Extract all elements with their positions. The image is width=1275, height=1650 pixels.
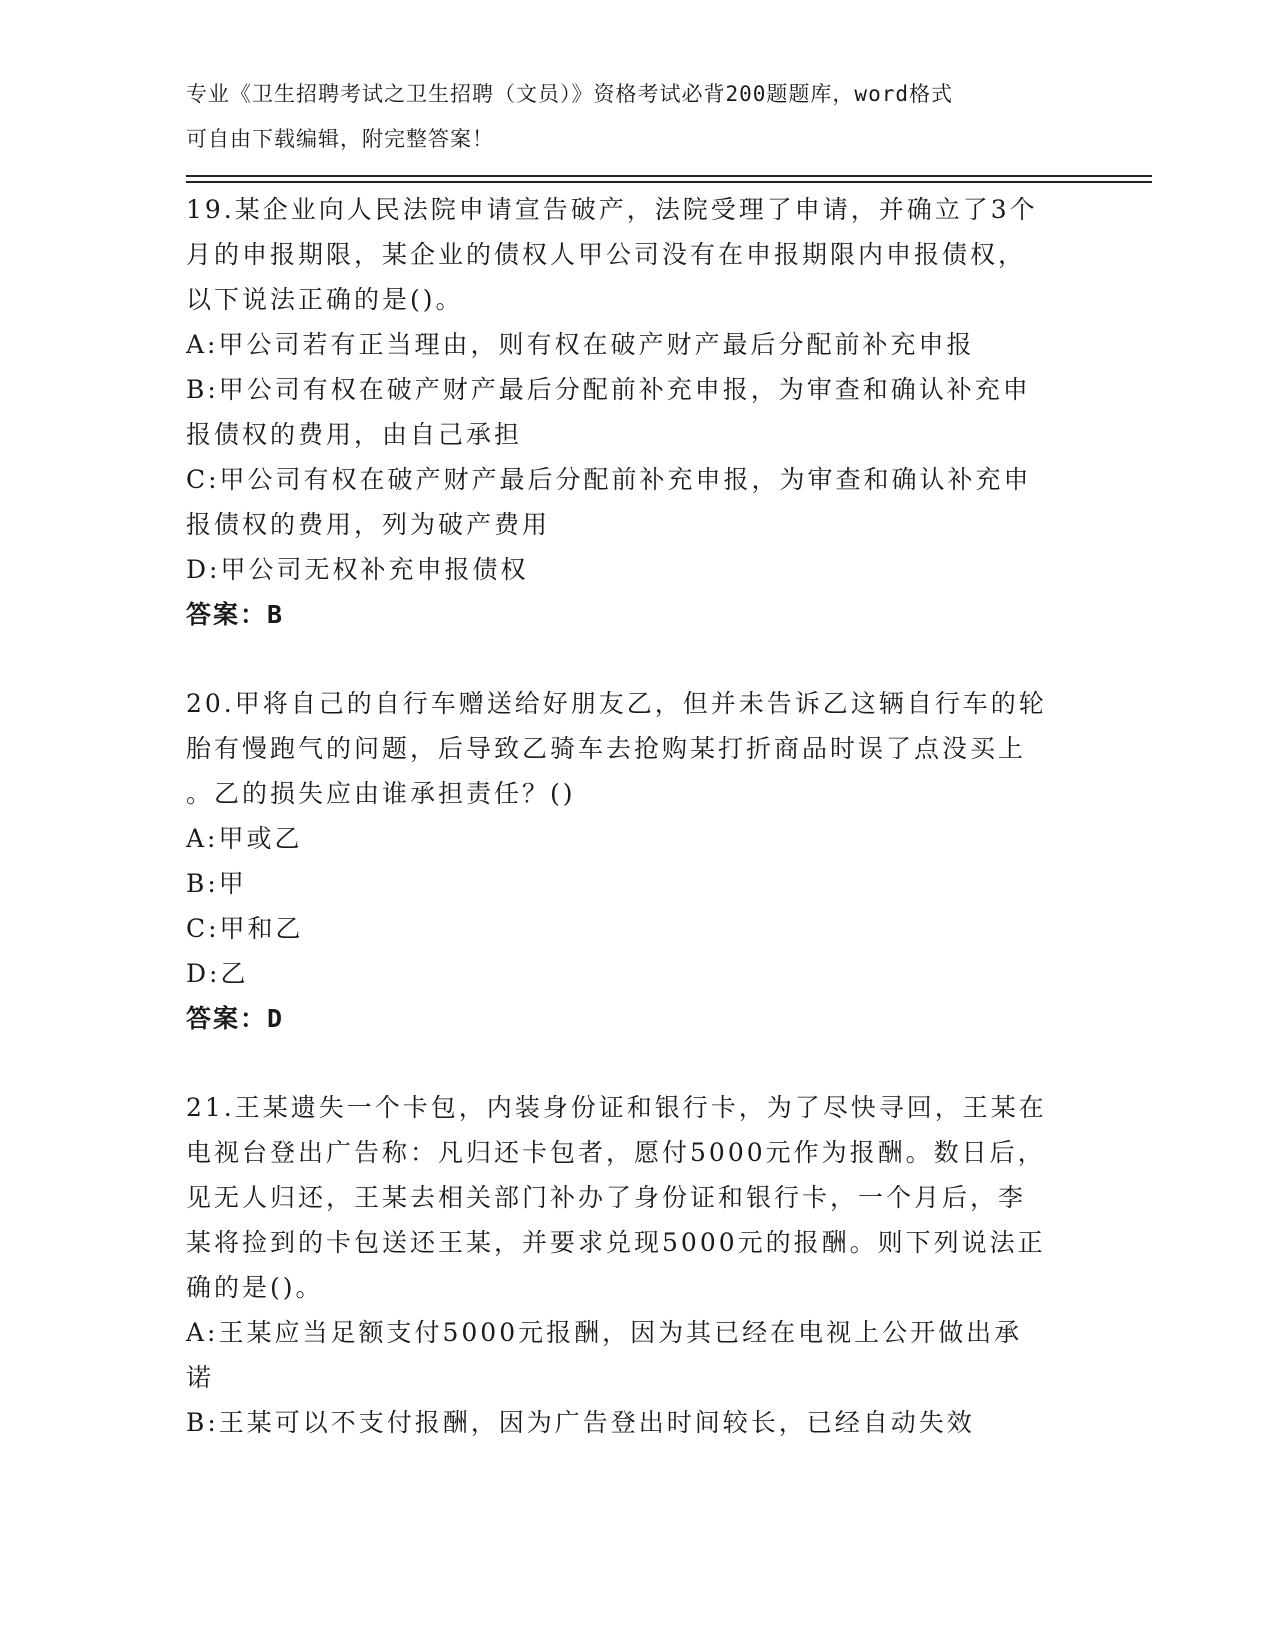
header-rule-top — [186, 175, 1152, 177]
question-stem-line: 19.某企业向人民法院申请宣告破产，法院受理了申请，并确立了3个 — [186, 195, 1038, 224]
answer-label: 答案：D — [186, 1004, 285, 1033]
question-stem-line: 20.甲将自己的自行车赠送给好朋友乙，但并未告诉乙这辆自行车的轮 — [186, 689, 1047, 718]
option-d: D:乙 — [186, 959, 249, 988]
question-21 — [186, 1085, 1086, 1445]
option-c: C:甲公司有权在破产财产最后分配前补充申报，为审查和确认补充申 — [186, 465, 1032, 494]
header-rule-bottom — [186, 181, 1152, 183]
option-b: B:甲公司有权在破产财产最后分配前补充申报，为审查和确认补充申 — [186, 375, 1031, 404]
option-c: C:甲和乙 — [186, 914, 304, 943]
document-header — [186, 72, 1066, 162]
option-d: D:甲公司无权补充申报债权 — [186, 555, 529, 584]
header-line-2: 可自由下载编辑，附完整答案！ — [186, 127, 494, 151]
option-b: B:甲 — [186, 869, 247, 898]
option-c-continued: 报债权的费用，列为破产费用 — [186, 510, 551, 539]
question-stem-line: 确的是()。 — [186, 1273, 324, 1302]
answer-label: 答案：B — [186, 600, 285, 629]
option-b-continued: 报债权的费用，由自己承担 — [186, 420, 523, 449]
question-stem-line: 见无人归还，王某去相关部门补办了身份证和银行卡，一个月后，李 — [186, 1183, 1027, 1212]
question-stem-line: 某将捡到的卡包送还王某，并要求兑现5000元的报酬。则下列说法正 — [186, 1228, 1046, 1257]
option-b: B:王某可以不支付报酬，因为广告登出时间较长，已经自动失效 — [186, 1408, 975, 1437]
option-a-continued: 诺 — [186, 1363, 215, 1392]
option-a: A:甲或乙 — [186, 824, 303, 853]
option-a: A:王某应当足额支付5000元报酬，因为其已经在电视上公开做出承 — [186, 1318, 1023, 1347]
question-19 — [186, 187, 1086, 637]
question-list — [186, 187, 1086, 1445]
option-a: A:甲公司若有正当理由，则有权在破产财产最后分配前补充申报 — [186, 330, 975, 359]
question-stem-line: 胎有慢跑气的问题，后导致乙骑车去抢购某打折商品时误了点没买上 — [186, 734, 1027, 763]
question-stem-line: 以下说法正确的是()。 — [186, 285, 464, 314]
header-line-1: 专业《卫生招聘考试之卫生招聘（文员）》资格考试必背200题题库，word格式 — [186, 82, 953, 106]
question-stem-line: 。乙的损失应由谁承担责任？() — [186, 779, 576, 808]
question-stem-line: 月的申报期限，某企业的债权人甲公司没有在申报期限内申报债权， — [186, 240, 1027, 269]
question-stem-line: 21.王某遗失一个卡包，内装身份证和银行卡，为了尽快寻回，王某在 — [186, 1093, 1047, 1122]
question-20 — [186, 681, 1086, 1041]
question-stem-line: 电视台登出广告称：凡归还卡包者，愿付5000元作为报酬。数日后， — [186, 1138, 1046, 1167]
